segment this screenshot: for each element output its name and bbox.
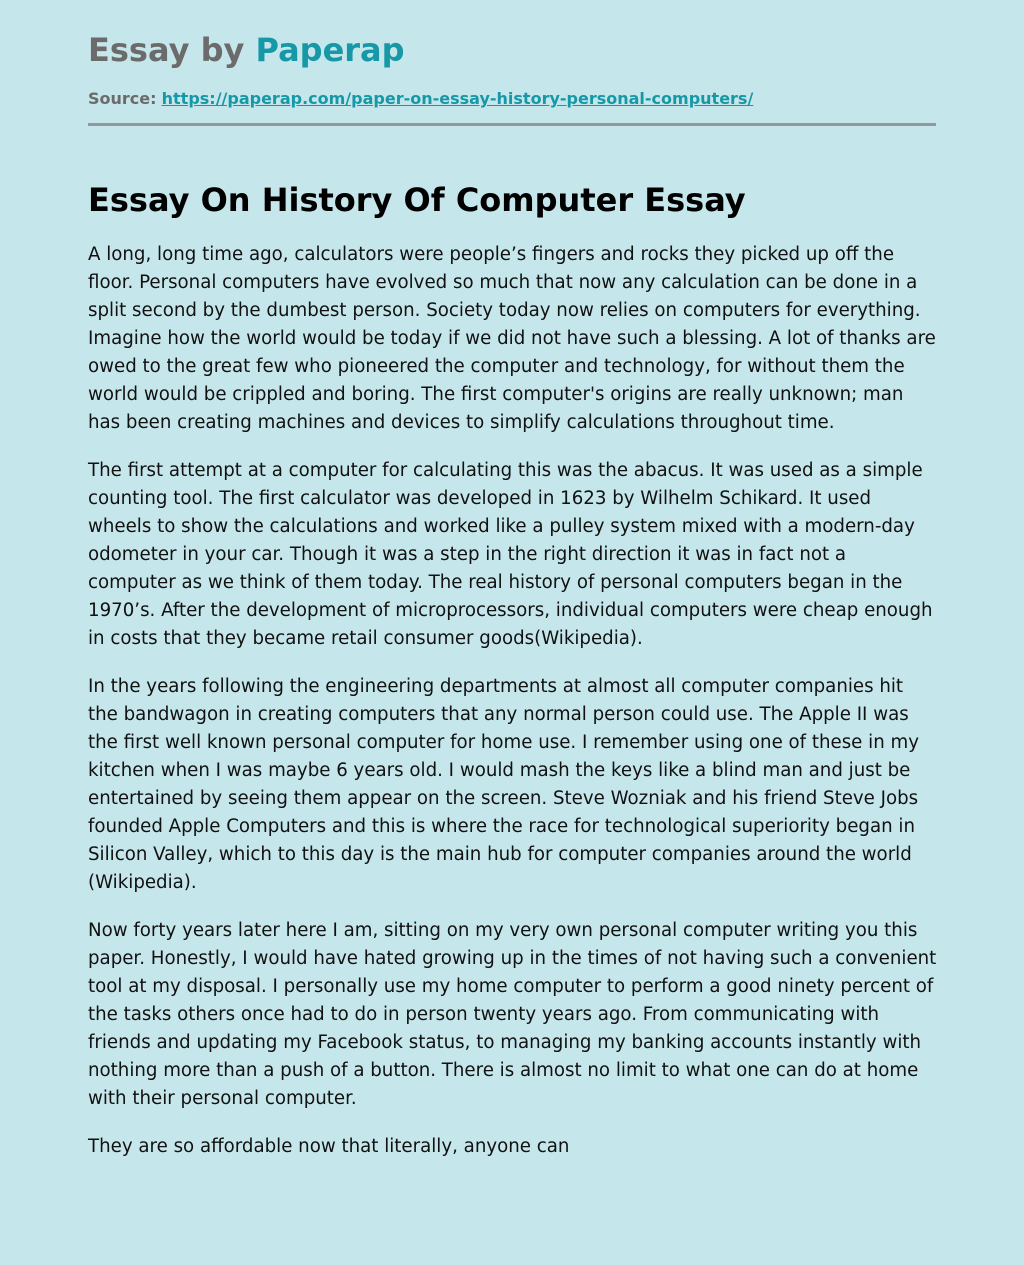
page-title: Essay On History Of Computer Essay	[88, 181, 746, 219]
source-line	[88, 88, 753, 110]
site-brand[interactable]	[88, 30, 405, 70]
source-label: Source:	[88, 89, 157, 108]
essay-paragraph: In the years following the engineering departments at almost all computer companies hit the bandwagon in creating computers that any normal person could use. The Apple II was the first well known personal computer for home use. I remember using one of these in my kitchen when I was maybe 6 years old. I would mash the keys like a blind man and just be entertained by seeing them appear on the screen. Steve Wozniak and his friend Steve Jobs founded Apple Computers and this is where the race for technological superiority began in Silicon Valley, which to this day is the main hub for computer companies around the world (Wikipedia).	[88, 676, 919, 893]
source-link[interactable]: https://paperap.com/paper-on-essay-history-personal-computers/	[161, 89, 754, 108]
brand-name: Paperap	[255, 31, 405, 69]
essay-body	[88, 241, 938, 1181]
essay-paragraph: A long, long time ago, calculators were people’s fingers and rocks they picked up off the floor. Personal computers have evolved so much that now any calculation can be done in a split second by the dumbest person. Society today now relies on computers for everything. Imagine how the world would be today if we did not have such a blessing. A lot of thanks are owed to the great few who pioneered the computer and technology, for without them the world would be crippled and boring. The first computer's origins are really unknown; man has been creating machines and devices to simplify calculations throughout time.	[88, 244, 936, 433]
essay-paragraph: They are so affordable now that literally, anyone can	[88, 1136, 570, 1157]
essay-paragraph: Now forty years later here I am, sitting on my very own personal computer writing you this paper. Honestly, I would have hated growing up in the times of not having such a convenient tool at my disposal. I personally use my home computer to perform a good ninety percent of the tasks others once had to do in person twenty years ago. From communicating with friends and updating my Facebook status, to managing my banking accounts instantly with nothing more than a push of a button. There is almost no limit to what one can do at home with their personal computer.	[88, 920, 937, 1109]
brand-prefix: Essay by	[88, 31, 256, 69]
header-divider	[88, 123, 936, 126]
essay-paragraph: The first attempt at a computer for calculating this was the abacus. It was used as a simple counting tool. The first calculator was developed in 1623 by Wilhelm Schikard. It used wheels to show the calculations and worked like a pulley system mixed with a modern-day odometer in your car. Though it was a step in the right direction it was in fact not a computer as we think of them today. The real history of personal computers began in the 1970’s. After the development of microprocessors, individual computers were cheap enough in costs that they became retail consumer goods(Wikipedia).	[88, 460, 933, 649]
